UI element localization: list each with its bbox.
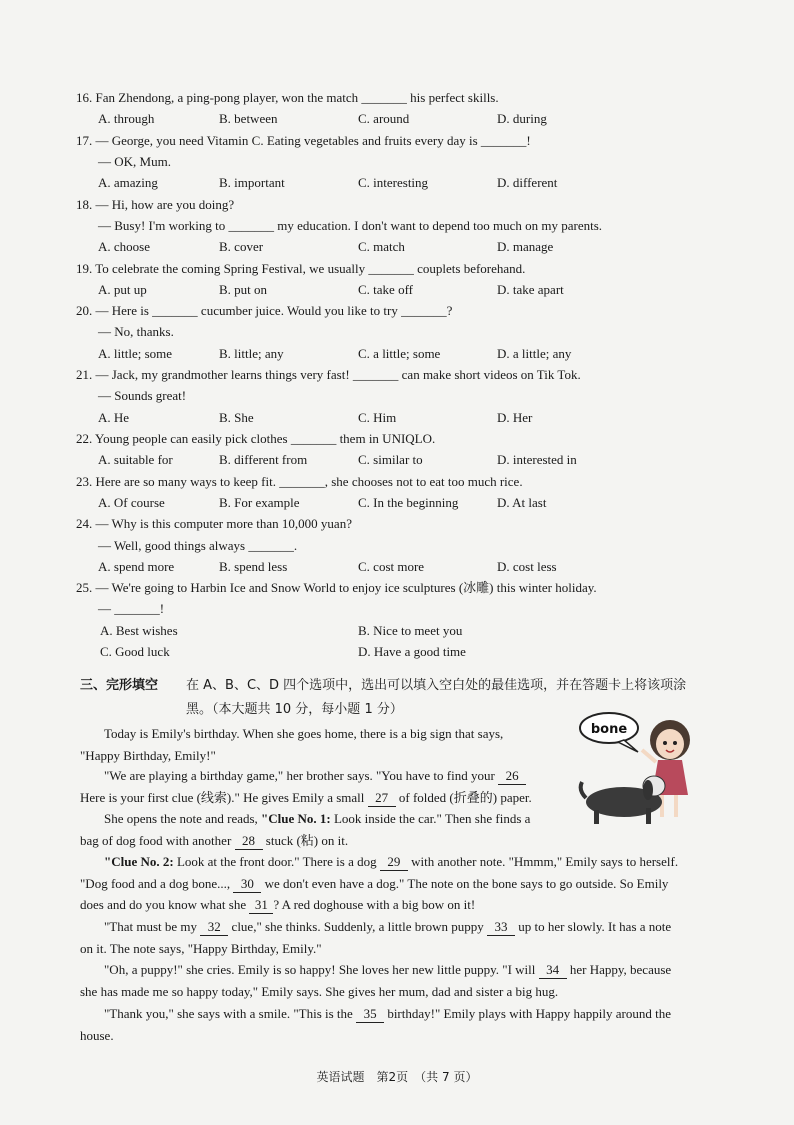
option-a: A. Of course (98, 495, 165, 510)
girl-leg (674, 795, 678, 817)
question-stem: 18. — Hi, how are you doing? (76, 197, 235, 212)
option-a: A. little; some (98, 346, 173, 361)
text: "Dog food and a dog bone..., (80, 876, 234, 891)
question-reply: — Well, good things always _______. (98, 538, 298, 553)
blank-30: 30 (233, 876, 261, 893)
option-b: B. little; any (219, 346, 284, 361)
passage-line (104, 768, 526, 785)
text: She opens the note and reads, (104, 811, 262, 826)
passage-line (80, 876, 668, 893)
question-stem: 17. — George, you need Vitamin C. Eating vegetables and fruits every day is _______! (76, 133, 531, 148)
text: up to her slowly. It has a note (514, 919, 672, 934)
option-c: C. similar to (358, 452, 423, 467)
option-c: C. In the beginning (358, 495, 459, 510)
question-reply: — No, thanks. (98, 324, 174, 339)
question-stem: 19. To celebrate the coming Spring Festival, we usually _______ couplets beforehand. (76, 261, 526, 276)
passage-line: on it. The note says, "Happy Birthday, Emily." (80, 941, 322, 956)
option-a: A. Best wishes (100, 623, 178, 638)
question-reply: — Busy! I'm working to _______ my education. I don't want to depend too much on my parents. (98, 218, 603, 233)
option-d: D. during (497, 111, 547, 126)
option-b: B. important (219, 175, 285, 190)
blank-33: 33 (487, 919, 515, 936)
text: of folded (折叠的) paper. (395, 790, 532, 805)
blank-35: 35 (356, 1006, 384, 1023)
option-a: A. through (98, 111, 155, 126)
bubble-text: bone (590, 722, 628, 737)
dog-tail (581, 782, 586, 798)
option-d: D. take apart (497, 282, 564, 297)
text: Look at the front door." There is a dog (173, 854, 380, 869)
option-d: D. a little; any (497, 346, 572, 361)
page-footer: 英语试题 第2页 （共 7 页） (316, 1070, 478, 1084)
option-c: C. Good luck (100, 644, 170, 659)
text: bag of dog food with another (80, 833, 235, 848)
girl-eye (673, 741, 677, 745)
option-b: B. between (219, 111, 278, 126)
question-stem: 16. Fan Zhendong, a ping-pong player, won the match _______ his perfect skills. (76, 90, 499, 105)
question-stem: 20. — Here is _______ cucumber juice. Would you like to try _______? (76, 303, 453, 318)
option-c: C. a little; some (358, 346, 441, 361)
girl-eye (663, 741, 667, 745)
text: with another note. "Hmmm," Emily says to herself. (407, 854, 679, 869)
passage-line (104, 962, 671, 979)
text: birthday!" Emily plays with Happy happily around the (384, 1006, 671, 1021)
blank-34: 34 (539, 962, 567, 979)
option-d: D. Have a good time (358, 644, 466, 659)
option-d: D. cost less (497, 559, 557, 574)
illustration (576, 710, 726, 830)
option-b: B. For example (219, 495, 300, 510)
option-a: A. choose (98, 239, 150, 254)
option-d: D. interested in (497, 452, 577, 467)
passage-line: Today is Emily's birthday. When she goes home, there is a big sign that says, (104, 726, 504, 741)
text: we don't even have a dog." The note on the bone says to go outside. So Emily (261, 876, 669, 891)
blank-29: 29 (380, 854, 408, 871)
dog-leg (646, 808, 651, 824)
clue-label: "Clue No. 2: (104, 854, 174, 869)
section-instruction-line1: 在 A、B、C、D 四个选项中，选出可以填入空白处的最佳选项，并在答题卡上将该项涂 (186, 678, 687, 693)
girl-face (656, 729, 684, 759)
option-a: A. spend more (98, 559, 175, 574)
option-c: C. Him (358, 410, 397, 425)
option-c: C. cost more (358, 559, 425, 574)
question-stem: 21. — Jack, my grandmother learns things very fast! _______ can make short videos on Tik Tok. (76, 367, 581, 382)
section-instruction-line2: 黑。（本大题共 10 分，每小题 1 分） (186, 702, 403, 717)
dog-leg (594, 810, 599, 824)
blank-26: 26 (498, 768, 526, 785)
clue-label: "Clue No. 1: (261, 811, 331, 826)
passage-line: she has made me so happy today," Emily says. She gives her mum, dad and sister a big hug. (80, 984, 559, 999)
option-c: C. interesting (358, 175, 429, 190)
option-c: C. around (358, 111, 410, 126)
option-d: D. different (497, 175, 558, 190)
question-stem: 25. — We're going to Harbin Ice and Snow World to enjoy ice sculptures (冰雕) this winter holiday. (76, 580, 597, 595)
option-c: C. take off (358, 282, 413, 297)
question-reply: — Sounds great! (98, 388, 187, 403)
option-d: D. manage (497, 239, 554, 254)
option-b: B. put on (219, 282, 268, 297)
blank-31: 31 (249, 897, 273, 914)
text: her Happy, because (566, 962, 672, 977)
girl-and-dog-illustration (576, 710, 726, 830)
passage-line (80, 833, 348, 850)
passage-line (80, 897, 475, 914)
question-stem: 22. Young people can easily pick clothes _______ them in UNIQLO. (76, 431, 436, 446)
text: Here is your first clue (线索)." He gives Emily a small (80, 790, 368, 805)
passage-line: "Happy Birthday, Emily!" (80, 748, 216, 763)
text: "We are playing a birthday game," her brother says. "You have to find your (104, 768, 499, 783)
passage-line: house. (80, 1028, 114, 1043)
option-b: B. She (219, 410, 254, 425)
blank-27: 27 (368, 790, 396, 807)
section-heading: 三、完形填空 (80, 678, 159, 693)
blank-32: 32 (200, 919, 228, 936)
text: ? A red doghouse with a big bow on it! (273, 897, 476, 912)
question-reply: — OK, Mum. (98, 154, 171, 169)
speech-bubble-tail (618, 740, 638, 752)
question-reply: — _______! (98, 601, 165, 616)
text: Look inside the car." Then she finds a (330, 811, 531, 826)
option-a: A. He (98, 410, 130, 425)
option-b: B. Nice to meet you (358, 623, 463, 638)
passage-line (104, 854, 678, 871)
option-d: D. Her (497, 410, 533, 425)
question-stem: 23. Here are so many ways to keep fit. _______, she chooses not to eat too much rice. (76, 474, 523, 489)
passage-line (80, 790, 532, 807)
option-d: D. At last (497, 495, 547, 510)
option-c: C. match (358, 239, 405, 254)
dog-ear (643, 780, 653, 800)
option-b: B. cover (219, 239, 264, 254)
text: stuck (粘) on it. (262, 833, 349, 848)
passage-line (104, 811, 530, 827)
text: clue," she thinks. Suddenly, a little brown puppy (228, 919, 487, 934)
blank-28: 28 (235, 833, 263, 850)
option-b: B. different from (219, 452, 308, 467)
option-a: A. suitable for (98, 452, 173, 467)
option-a: A. put up (98, 282, 147, 297)
passage-line (104, 919, 671, 936)
passage-line (104, 1006, 671, 1023)
question-stem: 24. — Why is this computer more than 10,000 yuan? (76, 516, 352, 531)
text: does and do you know what she (80, 897, 250, 912)
option-a: A. amazing (98, 175, 158, 190)
option-b: B. spend less (219, 559, 288, 574)
text: "Oh, a puppy!" she cries. Emily is so happy! She loves her new little puppy. "I will (104, 962, 539, 977)
text: "Thank you," she says with a smile. "This is the (104, 1006, 357, 1021)
text: "That must be my (104, 919, 201, 934)
